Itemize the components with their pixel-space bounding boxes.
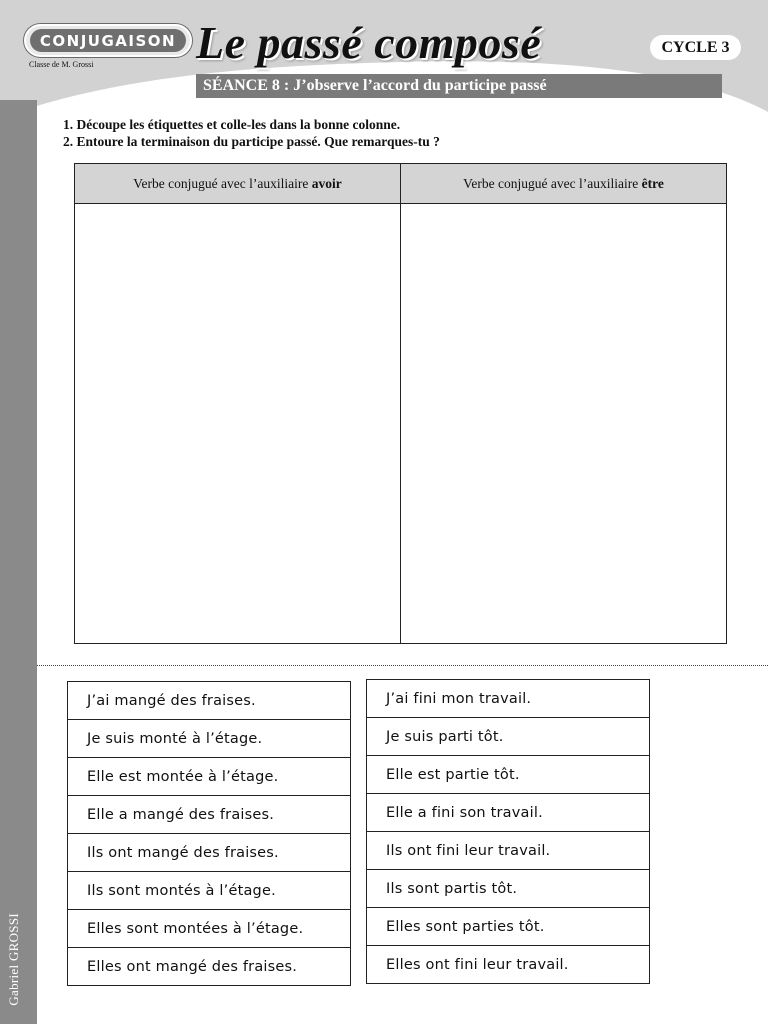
column-header-etre-keyword: être [641, 175, 664, 191]
author-name: Gabriel GROSSI [6, 913, 21, 1006]
page-title: Le passé composé [196, 17, 542, 68]
labels-right-column [366, 679, 650, 984]
label-card[interactable]: Elles sont parties tôt. [366, 908, 650, 946]
side-bar [0, 100, 37, 1024]
column-header-etre-text: Verbe conjugué avec l’auxiliaire [463, 175, 642, 191]
column-header-avoir-text: Verbe conjugué avec l’auxiliaire [133, 175, 312, 191]
column-avoir-dropzone[interactable] [75, 204, 401, 643]
label-card[interactable]: Elle est partie tôt. [366, 756, 650, 794]
subject-badge [24, 24, 192, 57]
instruction-1: 1. Découpe les étiquettes et colle-les dans la bonne colonne. [63, 117, 401, 132]
labels-left-column [67, 681, 351, 986]
cycle-badge: CYCLE 3 [650, 35, 741, 60]
label-card[interactable]: Je suis parti tôt. [366, 718, 650, 756]
class-name: Classe de M. Grossi [29, 60, 94, 69]
column-etre-dropzone[interactable] [401, 204, 726, 643]
label-card[interactable]: J’ai mangé des fraises. [67, 682, 351, 720]
label-card[interactable]: Elle a mangé des fraises. [67, 796, 351, 834]
label-card[interactable]: Elles ont mangé des fraises. [67, 948, 351, 986]
label-card[interactable]: Je suis monté à l’étage. [67, 720, 351, 758]
label-card[interactable]: Ils sont partis tôt. [366, 870, 650, 908]
subject-badge-label: CONJUGAISON [30, 29, 186, 52]
label-card[interactable]: Ils ont mangé des fraises. [67, 834, 351, 872]
label-card[interactable]: Elle a fini son travail. [366, 794, 650, 832]
label-card[interactable]: Elle est montée à l’étage. [67, 758, 351, 796]
column-header-avoir [75, 164, 401, 204]
label-card[interactable]: J’ai fini mon travail. [366, 680, 650, 718]
label-card[interactable]: Elles sont montées à l’étage. [67, 910, 351, 948]
cut-line [37, 665, 768, 666]
sorting-table [74, 163, 727, 644]
column-header-avoir-keyword: avoir [311, 175, 342, 191]
instruction-2: 2. Entoure la terminaison du participe passé. Que remarques-tu ? [63, 134, 440, 149]
column-header-etre [401, 164, 726, 204]
label-card[interactable]: Ils sont montés à l’étage. [67, 872, 351, 910]
session-title: SÉANCE 8 : J’observe l’accord du participe passé [196, 74, 722, 98]
label-card[interactable]: Elles ont fini leur travail. [366, 946, 650, 984]
label-card[interactable]: Ils ont fini leur travail. [366, 832, 650, 870]
instructions [63, 116, 440, 150]
